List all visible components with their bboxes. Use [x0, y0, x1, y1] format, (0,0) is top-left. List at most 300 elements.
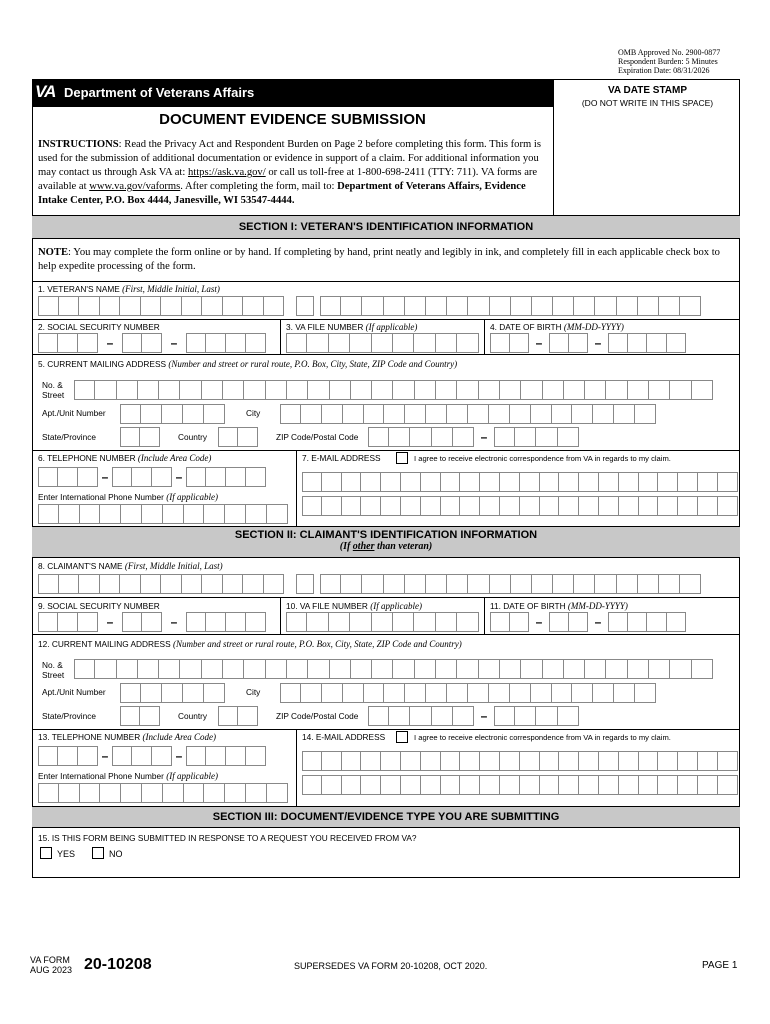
char-box[interactable] [574, 296, 595, 316]
char-box[interactable] [559, 472, 579, 492]
char-box[interactable] [559, 751, 579, 771]
char-box[interactable] [226, 746, 246, 766]
char-box[interactable] [649, 380, 670, 400]
claimant-email-consent-checkbox[interactable] [396, 731, 408, 743]
char-box[interactable] [468, 574, 489, 594]
char-box[interactable] [639, 775, 659, 795]
char-box[interactable] [368, 427, 389, 447]
char-box[interactable] [286, 333, 307, 353]
char-box[interactable] [342, 496, 362, 516]
veteran-street-input[interactable] [74, 380, 713, 400]
char-box[interactable] [264, 574, 285, 594]
char-box[interactable] [480, 496, 500, 516]
char-box[interactable] [432, 427, 453, 447]
char-box[interactable] [540, 751, 560, 771]
char-box[interactable] [204, 683, 225, 703]
char-box[interactable] [163, 504, 184, 524]
char-box[interactable] [540, 775, 560, 795]
char-box[interactable] [264, 296, 285, 316]
char-box[interactable] [540, 472, 560, 492]
char-box[interactable] [500, 472, 520, 492]
char-box[interactable] [569, 333, 589, 353]
char-box[interactable] [38, 746, 58, 766]
claimant-country-input[interactable] [218, 706, 258, 726]
char-box[interactable] [38, 574, 59, 594]
char-box[interactable] [225, 783, 246, 803]
char-box[interactable] [468, 683, 489, 703]
char-box[interactable] [159, 659, 180, 679]
char-box[interactable] [223, 659, 244, 679]
char-box[interactable] [698, 496, 718, 516]
char-box[interactable] [351, 659, 372, 679]
char-box[interactable] [553, 574, 574, 594]
char-box[interactable] [246, 746, 266, 766]
char-box[interactable] [226, 467, 246, 487]
char-box[interactable] [599, 472, 619, 492]
char-box[interactable] [436, 380, 457, 400]
char-box[interactable] [635, 404, 656, 424]
char-box[interactable] [142, 333, 162, 353]
char-box[interactable] [559, 775, 579, 795]
char-box[interactable] [296, 296, 314, 316]
char-box[interactable] [238, 427, 258, 447]
char-box[interactable] [38, 333, 58, 353]
char-box[interactable] [180, 380, 201, 400]
char-box[interactable] [79, 574, 100, 594]
char-box[interactable] [206, 746, 226, 766]
char-box[interactable] [489, 683, 510, 703]
veteran-dob-input[interactable] [490, 333, 686, 353]
char-box[interactable] [38, 296, 59, 316]
char-box[interactable] [38, 504, 59, 524]
char-box[interactable] [381, 775, 401, 795]
char-box[interactable] [453, 706, 474, 726]
char-box[interactable] [38, 783, 59, 803]
char-box[interactable] [381, 496, 401, 516]
char-box[interactable] [183, 404, 204, 424]
char-box[interactable] [384, 296, 405, 316]
char-box[interactable] [628, 659, 649, 679]
char-box[interactable] [599, 775, 619, 795]
char-box[interactable] [138, 380, 159, 400]
char-box[interactable] [638, 574, 659, 594]
yes-checkbox[interactable] [40, 847, 52, 859]
char-box[interactable] [308, 659, 329, 679]
char-box[interactable] [59, 574, 80, 594]
char-box[interactable] [226, 612, 246, 632]
char-box[interactable] [389, 427, 410, 447]
char-box[interactable] [330, 659, 351, 679]
veteran-zip-input[interactable] [368, 427, 579, 447]
char-box[interactable] [401, 751, 421, 771]
char-box[interactable] [238, 706, 258, 726]
char-box[interactable] [608, 612, 628, 632]
char-box[interactable] [59, 504, 80, 524]
char-box[interactable] [322, 775, 342, 795]
claimant-zip-input[interactable] [368, 706, 579, 726]
char-box[interactable] [389, 706, 410, 726]
char-box[interactable] [152, 746, 172, 766]
claimant-email-input-2[interactable] [302, 775, 738, 795]
char-box[interactable] [301, 683, 322, 703]
char-box[interactable] [500, 659, 521, 679]
char-box[interactable] [140, 427, 160, 447]
char-box[interactable] [362, 296, 383, 316]
char-box[interactable] [342, 751, 362, 771]
char-box[interactable] [639, 751, 659, 771]
char-box[interactable] [500, 751, 520, 771]
char-box[interactable] [421, 496, 441, 516]
char-box[interactable] [308, 380, 329, 400]
char-box[interactable] [531, 683, 552, 703]
char-box[interactable] [468, 296, 489, 316]
char-box[interactable] [401, 496, 421, 516]
char-box[interactable] [142, 612, 162, 632]
char-box[interactable] [362, 574, 383, 594]
char-box[interactable] [564, 380, 585, 400]
char-box[interactable] [447, 574, 468, 594]
no-checkbox[interactable] [92, 847, 104, 859]
char-box[interactable] [302, 496, 322, 516]
char-box[interactable] [141, 404, 162, 424]
char-box[interactable] [117, 380, 138, 400]
char-box[interactable] [141, 296, 162, 316]
char-box[interactable] [599, 751, 619, 771]
claimant-apt-input[interactable] [120, 683, 225, 703]
char-box[interactable] [426, 683, 447, 703]
veteran-ssn-input[interactable] [38, 333, 266, 353]
veteran-email-input-2[interactable] [302, 496, 738, 516]
veteran-middle-initial-input[interactable] [296, 296, 314, 316]
char-box[interactable] [490, 296, 511, 316]
char-box[interactable] [223, 296, 244, 316]
char-box[interactable] [649, 659, 670, 679]
char-box[interactable] [322, 683, 343, 703]
char-box[interactable] [421, 751, 441, 771]
char-box[interactable] [658, 472, 678, 492]
char-box[interactable] [532, 574, 553, 594]
char-box[interactable] [415, 659, 436, 679]
char-box[interactable] [585, 380, 606, 400]
char-box[interactable] [225, 504, 246, 524]
char-box[interactable] [121, 504, 142, 524]
char-box[interactable] [606, 380, 627, 400]
char-box[interactable] [59, 783, 80, 803]
char-box[interactable] [159, 380, 180, 400]
char-box[interactable] [95, 380, 116, 400]
char-box[interactable] [206, 333, 226, 353]
char-box[interactable] [243, 574, 264, 594]
claimant-state-input[interactable] [120, 706, 160, 726]
char-box[interactable] [301, 404, 322, 424]
char-box[interactable] [266, 659, 287, 679]
char-box[interactable] [426, 404, 447, 424]
veteran-email-consent-checkbox[interactable] [396, 452, 408, 464]
char-box[interactable] [100, 783, 121, 803]
char-box[interactable] [540, 496, 560, 516]
char-box[interactable] [320, 574, 341, 594]
char-box[interactable] [112, 746, 132, 766]
char-box[interactable] [572, 404, 593, 424]
char-box[interactable] [480, 472, 500, 492]
char-box[interactable] [426, 574, 447, 594]
char-box[interactable] [372, 659, 393, 679]
char-box[interactable] [246, 467, 266, 487]
char-box[interactable] [619, 751, 639, 771]
char-box[interactable] [490, 612, 510, 632]
claimant-street-input[interactable] [74, 659, 713, 679]
char-box[interactable] [142, 504, 163, 524]
char-box[interactable] [510, 333, 530, 353]
char-box[interactable] [243, 296, 264, 316]
char-box[interactable] [322, 404, 343, 424]
char-box[interactable] [302, 472, 322, 492]
char-box[interactable] [441, 472, 461, 492]
char-box[interactable] [579, 496, 599, 516]
char-box[interactable] [182, 296, 203, 316]
char-box[interactable] [405, 574, 426, 594]
char-box[interactable] [266, 380, 287, 400]
char-box[interactable] [393, 659, 414, 679]
char-box[interactable] [659, 296, 680, 316]
claimant-email-input-1[interactable] [302, 751, 738, 771]
char-box[interactable] [112, 467, 132, 487]
char-box[interactable] [364, 683, 385, 703]
char-box[interactable] [414, 333, 435, 353]
char-box[interactable] [186, 612, 206, 632]
char-box[interactable] [120, 683, 141, 703]
char-box[interactable] [441, 751, 461, 771]
char-box[interactable] [186, 333, 206, 353]
char-box[interactable] [322, 496, 342, 516]
claimant-last-name-input[interactable] [320, 574, 701, 594]
char-box[interactable] [405, 404, 426, 424]
char-box[interactable] [457, 612, 478, 632]
char-box[interactable] [122, 612, 142, 632]
char-box[interactable] [246, 504, 267, 524]
char-box[interactable] [543, 659, 564, 679]
char-box[interactable] [457, 380, 478, 400]
char-box[interactable] [58, 746, 78, 766]
char-box[interactable] [223, 380, 244, 400]
char-box[interactable] [206, 612, 226, 632]
char-box[interactable] [595, 574, 616, 594]
char-box[interactable] [460, 751, 480, 771]
char-box[interactable] [163, 783, 184, 803]
char-box[interactable] [552, 404, 573, 424]
char-box[interactable] [393, 333, 414, 353]
char-box[interactable] [142, 783, 163, 803]
claimant-va-file-input[interactable] [286, 612, 479, 632]
char-box[interactable] [426, 296, 447, 316]
char-box[interactable] [511, 574, 532, 594]
char-box[interactable] [204, 404, 225, 424]
char-box[interactable] [468, 404, 489, 424]
char-box[interactable] [494, 706, 515, 726]
char-box[interactable] [286, 612, 307, 632]
char-box[interactable] [100, 574, 121, 594]
char-box[interactable] [564, 659, 585, 679]
char-box[interactable] [500, 496, 520, 516]
char-box[interactable] [343, 683, 364, 703]
char-box[interactable] [628, 612, 648, 632]
char-box[interactable] [500, 775, 520, 795]
char-box[interactable] [543, 380, 564, 400]
char-box[interactable] [479, 659, 500, 679]
char-box[interactable] [141, 683, 162, 703]
char-box[interactable] [628, 380, 649, 400]
char-box[interactable] [287, 659, 308, 679]
char-box[interactable] [718, 775, 738, 795]
char-box[interactable] [559, 496, 579, 516]
char-box[interactable] [202, 380, 223, 400]
veteran-state-input[interactable] [120, 427, 160, 447]
char-box[interactable] [246, 612, 266, 632]
char-box[interactable] [614, 683, 635, 703]
char-box[interactable] [117, 659, 138, 679]
char-box[interactable] [405, 296, 426, 316]
char-box[interactable] [343, 404, 364, 424]
char-box[interactable] [74, 659, 95, 679]
char-box[interactable] [79, 296, 100, 316]
char-box[interactable] [218, 706, 238, 726]
char-box[interactable] [381, 472, 401, 492]
char-box[interactable] [58, 467, 78, 487]
char-box[interactable] [183, 683, 204, 703]
char-box[interactable] [78, 612, 98, 632]
char-box[interactable] [698, 472, 718, 492]
char-box[interactable] [531, 404, 552, 424]
char-box[interactable] [441, 775, 461, 795]
char-box[interactable] [658, 496, 678, 516]
char-box[interactable] [619, 472, 639, 492]
char-box[interactable] [329, 612, 350, 632]
claimant-first-name-input[interactable] [38, 574, 284, 594]
char-box[interactable] [384, 404, 405, 424]
char-box[interactable] [667, 612, 687, 632]
char-box[interactable] [599, 496, 619, 516]
char-box[interactable] [510, 612, 530, 632]
char-box[interactable] [368, 706, 389, 726]
char-box[interactable] [342, 775, 362, 795]
claimant-middle-initial-input[interactable] [296, 574, 314, 594]
char-box[interactable] [515, 427, 536, 447]
char-box[interactable] [460, 775, 480, 795]
char-box[interactable] [692, 659, 713, 679]
char-box[interactable] [678, 496, 698, 516]
char-box[interactable] [138, 659, 159, 679]
char-box[interactable] [410, 427, 431, 447]
char-box[interactable] [372, 333, 393, 353]
char-box[interactable] [421, 472, 441, 492]
char-box[interactable] [330, 380, 351, 400]
char-box[interactable] [515, 706, 536, 726]
char-box[interactable] [162, 683, 183, 703]
char-box[interactable] [520, 775, 540, 795]
char-box[interactable] [670, 380, 691, 400]
char-box[interactable] [536, 706, 557, 726]
char-box[interactable] [140, 706, 160, 726]
char-box[interactable] [457, 333, 478, 353]
char-box[interactable] [619, 496, 639, 516]
char-box[interactable] [572, 683, 593, 703]
char-box[interactable] [223, 574, 244, 594]
char-box[interactable] [680, 296, 701, 316]
char-box[interactable] [453, 427, 474, 447]
char-box[interactable] [460, 472, 480, 492]
char-box[interactable] [307, 333, 328, 353]
char-box[interactable] [180, 659, 201, 679]
char-box[interactable] [579, 751, 599, 771]
char-box[interactable] [401, 775, 421, 795]
char-box[interactable] [58, 612, 78, 632]
char-box[interactable] [182, 574, 203, 594]
char-box[interactable] [678, 775, 698, 795]
char-box[interactable] [521, 659, 542, 679]
char-box[interactable] [384, 574, 405, 594]
char-box[interactable] [95, 659, 116, 679]
claimant-intl-phone-input[interactable] [38, 783, 288, 803]
char-box[interactable] [202, 296, 223, 316]
char-box[interactable] [186, 467, 206, 487]
char-box[interactable] [639, 472, 659, 492]
veteran-phone-input[interactable] [38, 467, 266, 487]
char-box[interactable] [280, 683, 301, 703]
veteran-country-input[interactable] [218, 427, 258, 447]
char-box[interactable] [393, 380, 414, 400]
char-box[interactable] [511, 296, 532, 316]
char-box[interactable] [184, 504, 205, 524]
char-box[interactable] [490, 333, 510, 353]
char-box[interactable] [494, 427, 515, 447]
char-box[interactable] [364, 404, 385, 424]
veteran-city-input[interactable] [280, 404, 656, 424]
char-box[interactable] [74, 380, 95, 400]
char-box[interactable] [659, 574, 680, 594]
char-box[interactable] [100, 504, 121, 524]
char-box[interactable] [635, 683, 656, 703]
char-box[interactable] [351, 380, 372, 400]
char-box[interactable] [100, 296, 121, 316]
char-box[interactable] [302, 775, 322, 795]
char-box[interactable] [553, 296, 574, 316]
char-box[interactable] [372, 380, 393, 400]
claimant-dob-input[interactable] [490, 612, 686, 632]
char-box[interactable] [421, 775, 441, 795]
char-box[interactable] [405, 683, 426, 703]
char-box[interactable] [638, 296, 659, 316]
char-box[interactable] [78, 333, 98, 353]
char-box[interactable] [122, 333, 142, 353]
char-box[interactable] [161, 296, 182, 316]
veteran-intl-phone-input[interactable] [38, 504, 288, 524]
claimant-phone-input[interactable] [38, 746, 266, 766]
ask-va-link[interactable]: https://ask.va.gov/ [187, 167, 266, 178]
char-box[interactable] [415, 380, 436, 400]
char-box[interactable] [38, 467, 58, 487]
char-box[interactable] [361, 775, 381, 795]
char-box[interactable] [585, 659, 606, 679]
char-box[interactable] [384, 683, 405, 703]
char-box[interactable] [718, 472, 738, 492]
char-box[interactable] [614, 404, 635, 424]
char-box[interactable] [447, 683, 468, 703]
char-box[interactable] [552, 683, 573, 703]
char-box[interactable] [350, 612, 371, 632]
char-box[interactable] [480, 775, 500, 795]
veteran-apt-input[interactable] [120, 404, 225, 424]
char-box[interactable] [558, 427, 579, 447]
